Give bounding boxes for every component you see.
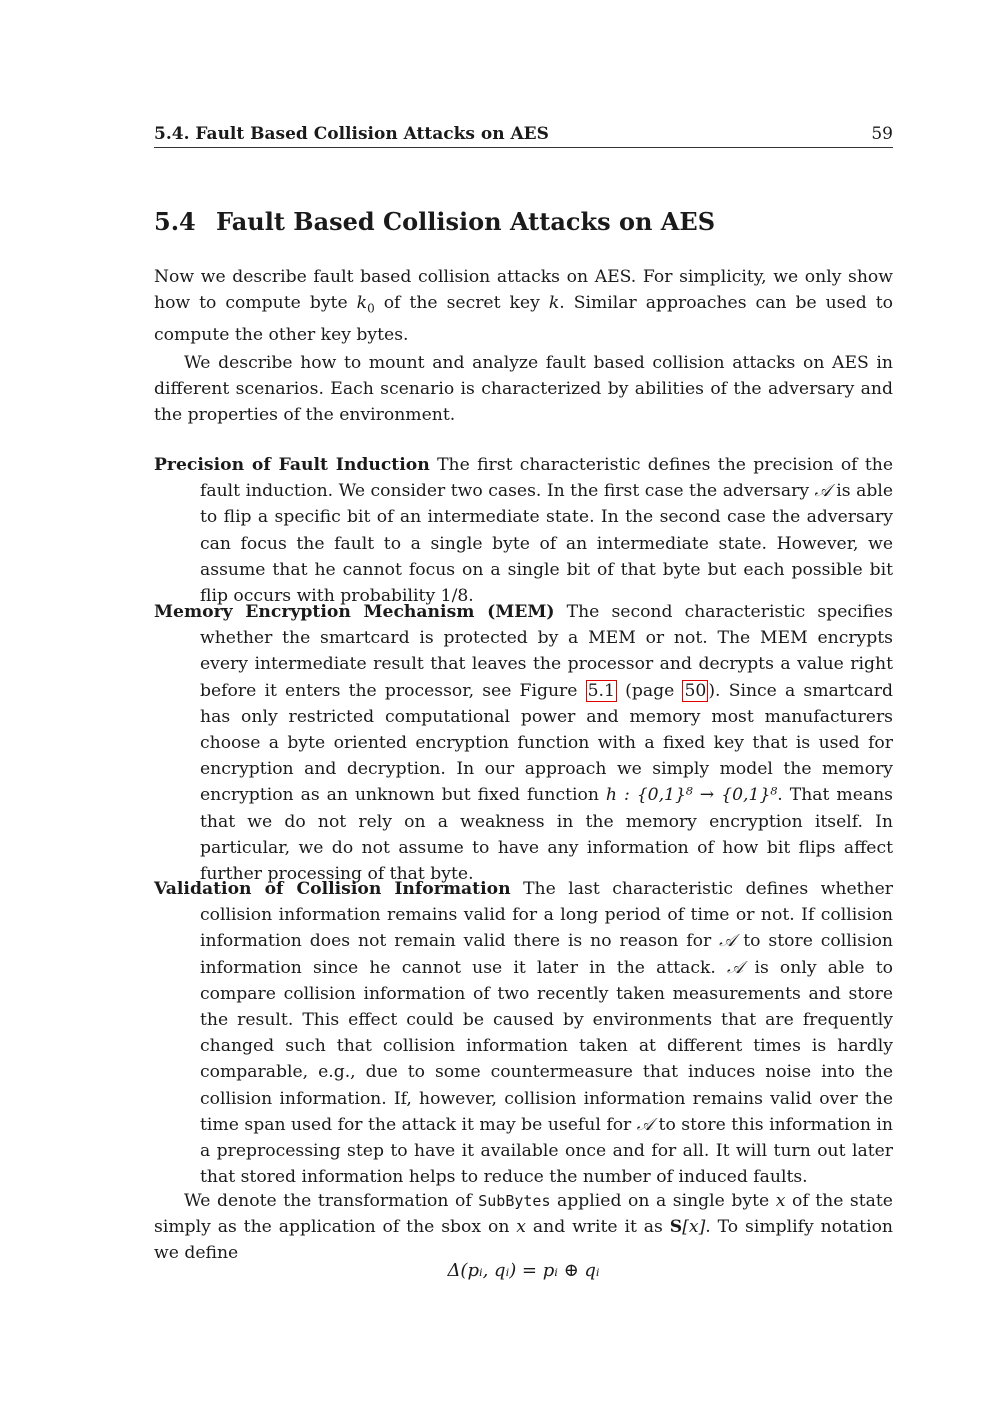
para-text: ). Since a smartcard has only restricted computational power and memory most manufacturers choose a byte oriented encryption function with a fixed key that is used for encryption and decryption. In our approach we simply model the memory encryption as an unknown but fixed function: [200, 680, 894, 806]
math-adversary: 𝒜: [727, 957, 744, 978]
math-x: x: [775, 1191, 786, 1211]
equation-delta: Δ(pᵢ, qᵢ) = pᵢ ⊕ qᵢ: [447, 1260, 600, 1281]
math-x: x: [516, 1217, 526, 1238]
description-term: Precision of Fault Induction: [154, 455, 430, 475]
section-heading: [154, 207, 893, 236]
para-text: The last characteristic defines whether collision information remains valid for a long period of time or not. If collision information does not remain valid there is no reason for: [200, 879, 893, 952]
math-k: k: [548, 293, 560, 314]
para-text: . That means that we do not rely on a weakness in the memory encryption itself. In particular, we do not assume to have any information of how bit flips affect further processing of that byte.: [200, 785, 894, 885]
para-text: of the state simply as the application of the sbox on: [154, 1191, 893, 1238]
math-k0: [356, 293, 375, 316]
para-text: and write it as: [525, 1217, 670, 1238]
paragraph-scenarios: We describe how to mount and analyze fault based collision attacks on AES in different scenarios. Each scenario is characterized by abilities of the adversary and the properties of the environment.: [154, 353, 893, 426]
para-text: . To simplify notation we define: [154, 1217, 893, 1264]
description-term: Validation of Collision Information: [154, 879, 511, 899]
description-term: Memory Encryption Mechanism (MEM): [154, 602, 555, 622]
math-subscript: 0: [367, 301, 375, 316]
math-adversary: 𝒜: [719, 931, 736, 952]
math-k: k: [356, 293, 368, 314]
para-text: of the secret key: [374, 293, 549, 314]
running-head: [154, 124, 893, 148]
math-function: h : {0,1}⁸ → {0,1}⁸: [605, 785, 778, 806]
para-text: is only able to compare collision information of two recently taken measurements and store the result. This effect could be caused by environments that are frequently changed such that collision information taken at different times is hardly comparable, e.g., due to some countermeasure that induces noise into the collision information. If, however, collision information remains valid over the time span used for the attack it may be useful for: [200, 957, 894, 1135]
para-text: is able to flip a specific bit of an intermediate state. In the second case the adversary can focus the fault to a single byte of an intermediate state. However, we assume that he cannot focus on a single bit of that byte but each possible bit flip occurs with probability 1/8.: [200, 481, 893, 607]
para-text: (page: [616, 680, 683, 701]
page-reference-link[interactable]: 50: [684, 680, 707, 701]
math-adversary: 𝒜: [636, 1114, 654, 1135]
paragraph-subbytes: [154, 1188, 893, 1267]
para-text: The second characteristic specifies whether the smartcard is protected by a MEM or not. The MEM encrypts every intermediate result that leaves the processor and decrypts a value right before it enters the processor, see Figure: [200, 602, 893, 701]
section-title: Fault Based Collision Attacks on AES: [216, 207, 716, 236]
para-text: Now we describe fault based collision attacks on AES. For simplicity, we only show how to compute byte: [154, 267, 893, 314]
section-number: 5.4: [154, 207, 196, 236]
code-subbytes: SubBytes: [478, 1192, 551, 1210]
para-text: applied on a single byte: [550, 1191, 776, 1211]
para-text: to store collision information since he cannot use it later in the attack.: [200, 931, 893, 978]
paragraph-intro: [154, 264, 893, 348]
para-text: The first characteristic defines the precision of the fault induction. We consider two cases. In the first case the adversary: [200, 455, 893, 502]
math-sbox: S: [669, 1217, 683, 1238]
para-text: . Similar approaches can be used to compute the other key bytes.: [154, 293, 893, 345]
description-item-precision: [154, 452, 893, 609]
running-head-title: 5.4. Fault Based Collision Attacks on AES: [154, 124, 549, 144]
para-text: to store this information in a preprocessing step to have it available once and for all. It will turn out later that stored information helps to reduce the number of induced faults.: [200, 1114, 893, 1188]
description-item-validation: [154, 876, 893, 1190]
description-item-mem: [154, 599, 893, 887]
page-number: 59: [871, 124, 893, 144]
figure-reference-link[interactable]: 5.1: [587, 680, 615, 701]
math-sbox-arg: [x]: [682, 1217, 706, 1238]
para-text: We denote the transformation of: [184, 1191, 479, 1211]
math-adversary: 𝒜: [814, 481, 831, 502]
